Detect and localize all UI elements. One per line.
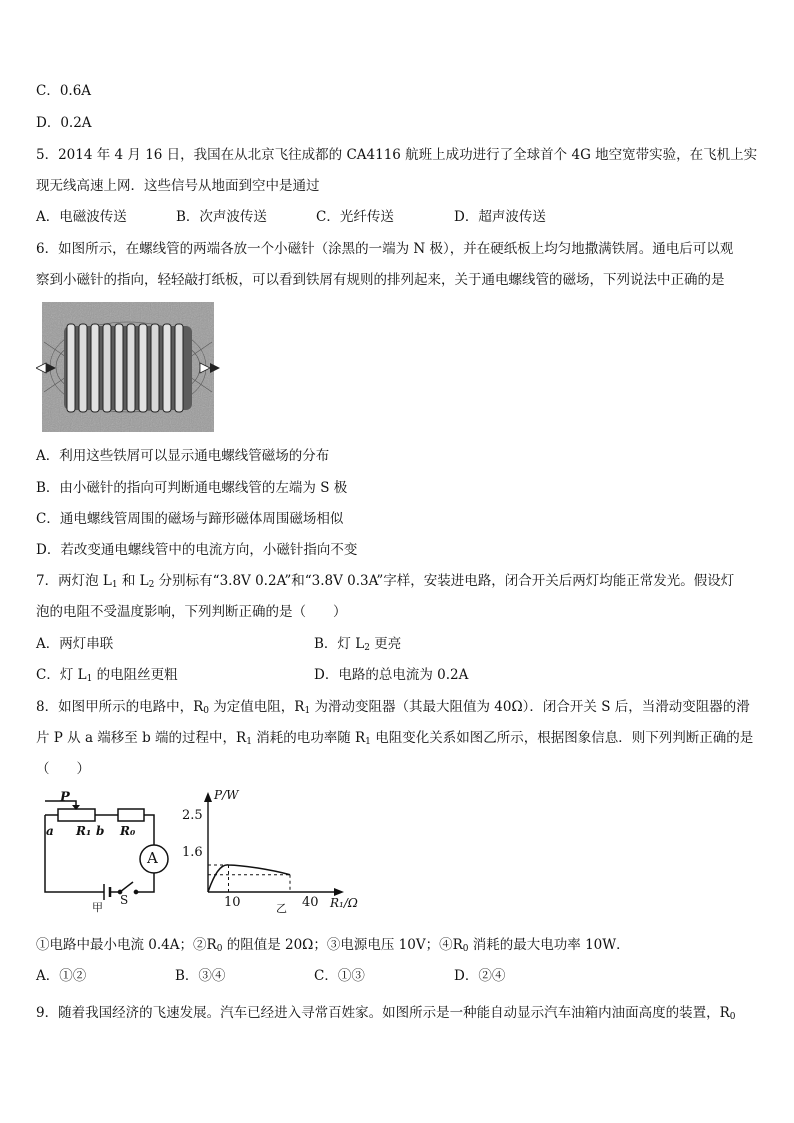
- q8-option-a: A．①②: [36, 968, 87, 984]
- q7-options-row2: [36, 665, 756, 685]
- q6-option-a: A．利用这些铁屑可以显示通电螺线管磁场的分布: [36, 448, 330, 464]
- graph-x-tick-10: 10: [224, 895, 241, 910]
- q5-option-c: C．光纤传送: [316, 209, 394, 225]
- q5-option-d: D．超声波传送: [454, 209, 546, 225]
- q7-stem-line1: 7．两灯泡 $L_1$ 和 $L_2$ 分别标有“3.8V 0.2A”和“3.8V 0.3A”字样，安装进电路，闭合开关后两灯均能正常发光。假设灯: [36, 573, 735, 590]
- q8-stem-line2: 片 P 从 a 端移至 b 端的过程中，$R_1$ 消耗的电功率随 $R_1$ 电阻变化关系如图乙所示，根据图象信息．则下列判断正确的是: [36, 730, 754, 747]
- switch-label: S: [120, 893, 129, 907]
- q6-option-d: D．若改变通电螺线管中的电流方向，小磁针指向不变: [36, 542, 358, 558]
- q8-option-d: D．②④: [454, 968, 506, 984]
- q8-stem-line1: 8．如图甲所示的电路中，$R_0$ 为定值电阻，$R_1$ 为滑动变阻器（其最大阻值为 40Ω）．闭合开关 S 后，当滑动变阻器的滑: [36, 699, 750, 716]
- q4-option-d: D．0.2A: [36, 115, 92, 131]
- q5-stem-line2: 现无线高速上网．这些信号从地面到空中是通过: [36, 178, 320, 194]
- q8-statements: ①电路中最小电流 0.4A；$②R_0$ 的阻值是 20Ω；③电源电压 10V；$④R_0$ 消耗的最大电功率 10W．: [36, 937, 630, 954]
- q7-options-row1: [36, 634, 756, 654]
- q7-option-d: D．电路的总电流为 0.2A: [314, 667, 469, 683]
- circuit-label-a: a: [46, 824, 54, 838]
- ammeter-label: A: [147, 849, 158, 867]
- q7-stem-line2: 泡的电阻不受温度影响，下列判断正确的是（ ）: [36, 604, 347, 620]
- q6-option-b: B．由小磁针的指向可判断通电螺线管的左端为 S 极: [36, 480, 348, 496]
- graph-labels: [178, 788, 368, 916]
- q5-option-a: A．电磁波传送: [36, 209, 127, 225]
- graph-y-tick-1-6: 1.6: [182, 845, 203, 860]
- circuit-label-b: b: [96, 824, 105, 838]
- q6-stem-line2: 察到小磁针的指向，轻轻敲打纸板，可以看到铁屑有规则的排列起来，关于通电螺线管的磁场，下列说法中正确的是: [36, 272, 725, 288]
- circuit-label-p: P: [60, 790, 70, 805]
- q9-stem-line1: 9．随着我国经济的飞速发展。汽车已经进入寻常百姓家。如图所示是一种能自动显示汽车油箱内油面高度的装置，$R_0$: [36, 1005, 736, 1022]
- q5-stem-line1: 5．2014 年 4 月 16 日，我国在从北京飞往成都的 CA4116 航班上成功进行了全球首个 4G 地空宽带实验，在飞机上实: [36, 147, 758, 163]
- graph-x-label: R₁/Ω: [330, 896, 358, 910]
- q8-option-b: B．③④: [175, 968, 226, 984]
- graph-caption: 乙: [276, 902, 287, 915]
- q8-stem-line3: （ ）: [36, 761, 90, 777]
- circuit-labels: [40, 790, 180, 914]
- q7-option-c: C．灯 $L_1$ 的电阻丝更粗: [36, 667, 178, 684]
- q5-option-b: B．次声波传送: [176, 209, 267, 225]
- circuit-label-r0: R₀: [120, 824, 136, 838]
- q6-stem-line1: 6．如图所示，在螺线管的两端各放一个小磁针（涂黑的一端为 N 极），并在硬纸板上均匀地撒满铁屑。通电后可以观: [36, 241, 734, 257]
- q4-option-c: C．0.6A: [36, 83, 92, 99]
- right-compass-needle-icon: [200, 363, 220, 373]
- circuit-caption: 甲: [92, 901, 103, 914]
- solenoid-photo: [36, 302, 220, 432]
- q5-options: [36, 207, 756, 227]
- q7-option-a: A．两灯串联: [36, 636, 114, 652]
- graph-x-tick-40: 40: [302, 895, 319, 910]
- q8-option-c: C．①③: [314, 968, 365, 984]
- q8-options: [36, 966, 756, 986]
- graph-y-label: P/W: [214, 788, 239, 802]
- q6-option-c: C．通电螺线管周围的磁场与蹄形磁体周围磁场相似: [36, 511, 344, 527]
- q7-option-b: B．灯 $L_2$ 更亮: [314, 636, 402, 653]
- graph-y-tick-2-5: 2.5: [182, 808, 203, 823]
- circuit-label-r1: R₁: [76, 824, 92, 838]
